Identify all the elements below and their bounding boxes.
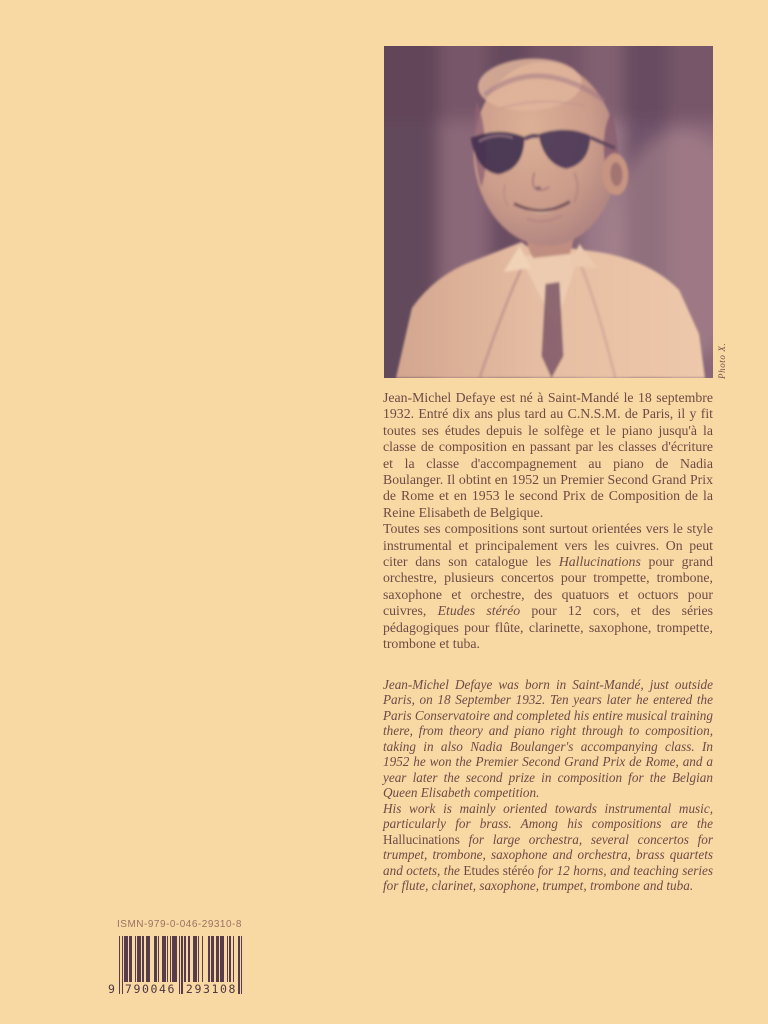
biography-french	[383, 390, 713, 653]
composer-photo-illustration	[384, 46, 713, 378]
french-paragraph: Toutes ses compositions sont surtout orientées vers le style instrumental et principalement vers les cuivres. On peut citer dans son catalogue les Hallucinations pour grand orchestre, plusieurs concertos pour trompette, trombone, saxophone et orchestre, des quatuors et octuors pour cuivres, Etudes stéréo pour 12 cors, et des séries pédagogiques pour flûte, clarinette, saxophone, trompette, trombone et tuba.	[383, 521, 713, 652]
barcode-digit-group-1: 790046	[124, 982, 177, 996]
composer-photo	[384, 46, 713, 378]
biography-column	[383, 390, 713, 894]
english-paragraph: His work is mainly oriented towards instrumental music, particularly for brass. Among his compositions are the Hallucinations for large orchestra, several concertos for trumpet, trombone, saxophone and orchestra, brass quartets and octets, the Etudes stéréo for 12 horns, and teaching series for flute, clarinet, saxophone, trumpet, trombone and tuba.	[383, 800, 713, 893]
french-paragraph: Jean-Michel Defaye est né à Saint-Mandé le 18 septembre 1932. Entré dix ans plus tard au C.N.S.M. de Paris, il y fit toutes ses études depuis le solfège et le piano jusqu'à la classe de composition en passant par les classes d'écriture et la classe d'accompagnement au piano de Nadia Boulanger. Il obtint en 1952 un Premier Second Grand Prix de Rome et en 1953 le second Prix de Composition de la Reine Elisabeth de Belgique.	[383, 390, 713, 520]
biography-english	[383, 677, 713, 894]
photo-credit: Photo X.	[717, 342, 727, 379]
english-paragraph: Jean-Michel Defaye was born in Saint-Mandé, just outside Paris, on 18 September 1932. Ten years later he entered the Paris Conservatoire and completed his entire musical training there, from theory and piano right through to composition, taking in also Nadia Boulanger's accompanying class. In 1952 he won the Premier Second Grand Prix de Rome, and a year later the second prize in composition for the Belgian Queen Elisabeth competition.	[383, 676, 713, 800]
barcode-digit-group-2: 293108	[185, 982, 238, 996]
ean-barcode	[108, 936, 258, 1000]
barcode-lead-digit: 9	[108, 982, 115, 996]
ismn-code: ISMN-979-0-046-29310-8	[117, 919, 242, 930]
